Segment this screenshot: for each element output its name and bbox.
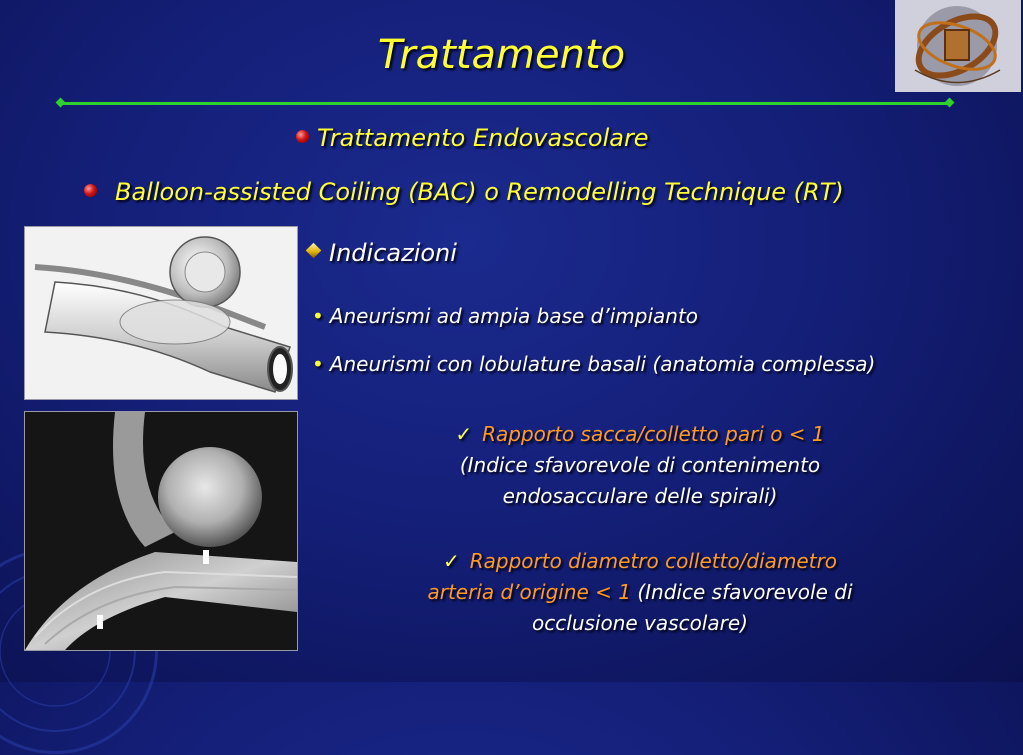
balloon-vessel-drawing — [25, 227, 297, 399]
illustration-balloon-vessel — [24, 226, 298, 400]
criterion-1-line3: endosacculare delle spirali) — [502, 484, 778, 508]
criterion-sac-neck-ratio — [330, 419, 950, 512]
university-logo — [895, 0, 1021, 92]
checkmark-icon: ✓ — [455, 422, 473, 446]
bullet-endovascular-text: Trattamento Endovascolare — [317, 124, 649, 152]
bullet-indications-text: Indicazioni — [329, 239, 457, 267]
sub-bullet-wide-neck — [312, 304, 698, 328]
dot-bullet-icon: • — [312, 304, 324, 328]
red-sphere-bullet-icon — [84, 184, 97, 197]
bullet-indications — [308, 239, 457, 267]
title-divider — [60, 102, 950, 105]
gold-diamond-bullet-icon — [306, 242, 322, 258]
criterion-2-highlight-b: arteria d’origine < 1 — [427, 580, 631, 604]
criterion-2-highlight-a: Rapporto diametro colletto/diametro — [469, 549, 838, 573]
logo-graphic — [895, 0, 1021, 92]
sub-bullet-lobulated — [312, 352, 875, 376]
criterion-2-rest-b: occlusione vascolare) — [532, 611, 748, 635]
checkmark-icon: ✓ — [442, 549, 460, 573]
angiography-image — [24, 411, 298, 651]
criterion-neck-artery-ratio — [330, 546, 950, 639]
bullet-technique-text: Balloon-assisted Coiling (BAC) o Remodelling Technique (RT) — [115, 178, 844, 206]
bullet-technique — [84, 178, 844, 206]
dot-bullet-icon: • — [312, 352, 324, 376]
sub-bullet-wide-neck-text: Aneurismi ad ampia base d’impianto — [329, 304, 699, 328]
angiography-drawing — [25, 412, 297, 650]
criterion-1-highlight: Rapporto sacca/colletto pari o < 1 — [482, 422, 825, 446]
red-sphere-bullet-icon — [296, 130, 309, 143]
slide-title: Trattamento — [377, 32, 626, 78]
criterion-1-line2: (Indice sfavorevole di contenimento — [459, 453, 821, 477]
criterion-2-rest-a: (Indice sfavorevole di — [637, 580, 853, 604]
bullet-endovascular — [296, 124, 649, 152]
sub-bullet-lobulated-text: Aneurismi con lobulature basali (anatomia complessa) — [329, 352, 876, 376]
